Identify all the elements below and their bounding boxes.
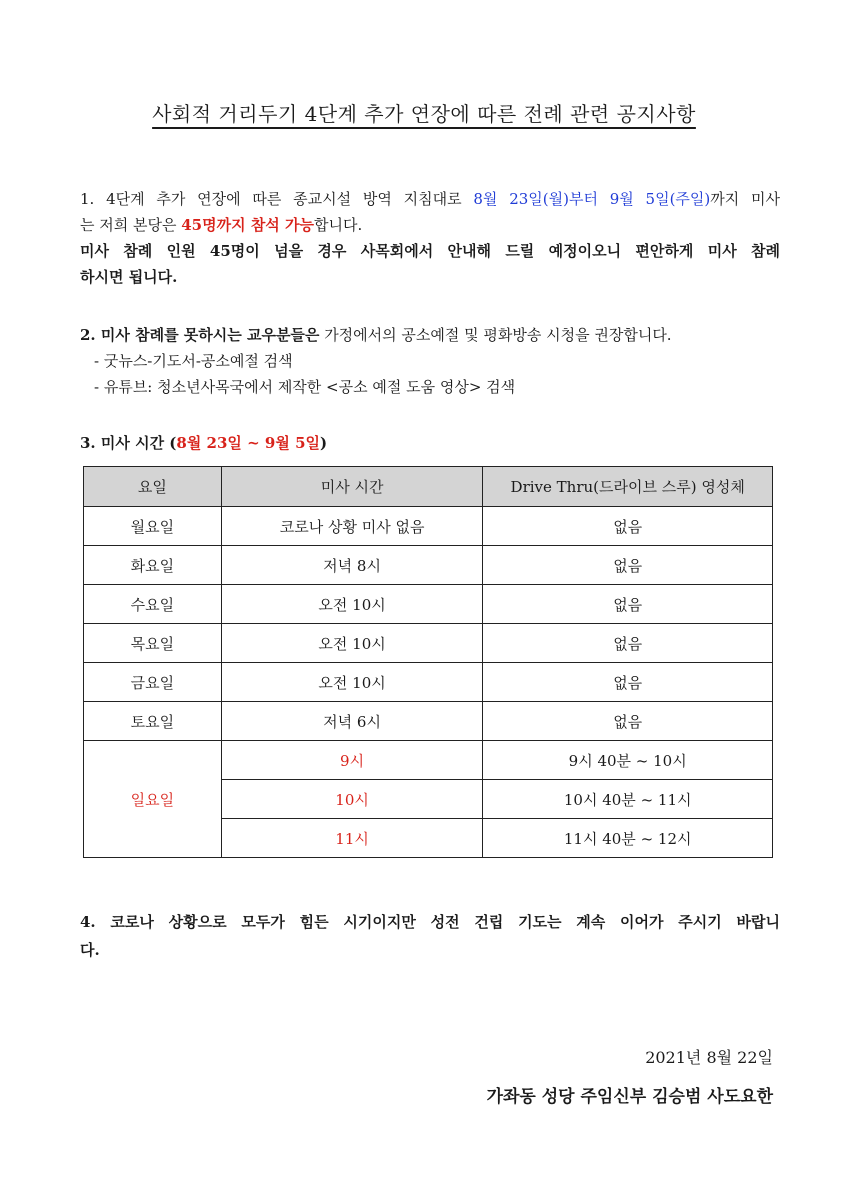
capacity-highlight: 45명까지 참석 가능: [181, 216, 314, 234]
cell-day-sunday: 일요일: [84, 741, 222, 858]
cell-drive-thru-sunday: 9시 40분 ~ 10시: [483, 741, 773, 780]
table-header-row: [84, 467, 773, 507]
table-row: [84, 702, 773, 741]
section-4: [80, 908, 780, 964]
section-1: [80, 186, 780, 290]
date-range-highlight: 8월 23일(월)부터 9월 5일(주일): [473, 190, 711, 208]
header-day: 요일: [84, 467, 222, 507]
cell-mass-time-sunday: 10시: [221, 780, 483, 819]
section-1-line-3: 미사 참례 인원 45명이 넘을 경우 사목회에서 안내해 드릴 예정이오니 편안하게 미사 참례: [80, 242, 780, 260]
cell-mass-time: 오전 10시: [221, 663, 483, 702]
section-4-line-1: 4. 코로나 상황으로 모두가 힘든 시기이지만 성전 건립 기도는 계속 이어가 주시기 바랍니: [80, 913, 780, 931]
cell-drive-thru: 없음: [483, 507, 773, 546]
cell-mass-time-sunday: 9시: [221, 741, 483, 780]
section-2: [80, 322, 780, 400]
cell-mass-time: 저녁 8시: [221, 546, 483, 585]
cell-mass-time: 저녁 6시: [221, 702, 483, 741]
section-1-line-4: 하시면 됩니다.: [80, 268, 178, 286]
cell-day: 토요일: [84, 702, 222, 741]
cell-drive-thru-sunday: 10시 40분 ~ 11시: [483, 780, 773, 819]
section-4-line-2: 다.: [80, 941, 100, 959]
section-2-line-1: 2. 미사 참례를 못하시는 교우분들은 가정에서의 공소예절 및 평화방송 시청을 권장합니다.: [80, 326, 672, 344]
table-row: [84, 663, 773, 702]
cell-drive-thru: 없음: [483, 585, 773, 624]
table-row: [84, 585, 773, 624]
cell-mass-time: 오전 10시: [221, 624, 483, 663]
section-3-heading: 3. 미사 시간 (8월 23일 ~ 9월 5일): [80, 434, 328, 452]
document-title: 사회적 거리두기 4단계 추가 연장에 따른 전례 관련 공지사항: [152, 102, 696, 126]
cell-day: 금요일: [84, 663, 222, 702]
schedule-period: 8월 23일 ~ 9월 5일: [176, 434, 320, 452]
cell-mass-time: 코로나 상황 미사 없음: [221, 507, 483, 546]
cell-day: 목요일: [84, 624, 222, 663]
cell-drive-thru: 없음: [483, 546, 773, 585]
cell-mass-time: 오전 10시: [221, 585, 483, 624]
table-row: [84, 624, 773, 663]
cell-day: 화요일: [84, 546, 222, 585]
mass-schedule-table: [83, 466, 773, 858]
signer: 가좌동 성당 주임신부 김승범 사도요한: [486, 1087, 773, 1107]
section-1-line-1: 1. 4단계 추가 연장에 따른 종교시설 방역 지침대로 8월 23일(월)부터 9월 5일(주일)까지 미사: [80, 190, 780, 208]
table-row: [84, 507, 773, 546]
table-row: [84, 546, 773, 585]
header-mass-time: 미사 시간: [221, 467, 483, 507]
cell-drive-thru: 없음: [483, 624, 773, 663]
header-drive-thru: Drive Thru(드라이브 스루) 영성체: [483, 467, 773, 507]
cell-day: 수요일: [84, 585, 222, 624]
section-1-line-2: 는 저희 본당은 45명까지 참석 가능합니다.: [80, 216, 363, 234]
cell-day: 월요일: [84, 507, 222, 546]
cell-drive-thru-sunday: 11시 40분 ~ 12시: [483, 819, 773, 858]
cell-drive-thru: 없음: [483, 663, 773, 702]
notice-date: 2021년 8월 22일: [645, 1048, 773, 1067]
cell-drive-thru: 없음: [483, 702, 773, 741]
section-2-item-goodnews: - 굿뉴스-기도서-공소예절 검색: [94, 352, 293, 370]
table-row-sunday: [84, 741, 773, 780]
cell-mass-time-sunday: 11시: [221, 819, 483, 858]
section-2-item-youtube: - 유튜브: 청소년사목국에서 제작한 <공소 예절 도움 영상> 검색: [94, 378, 516, 396]
